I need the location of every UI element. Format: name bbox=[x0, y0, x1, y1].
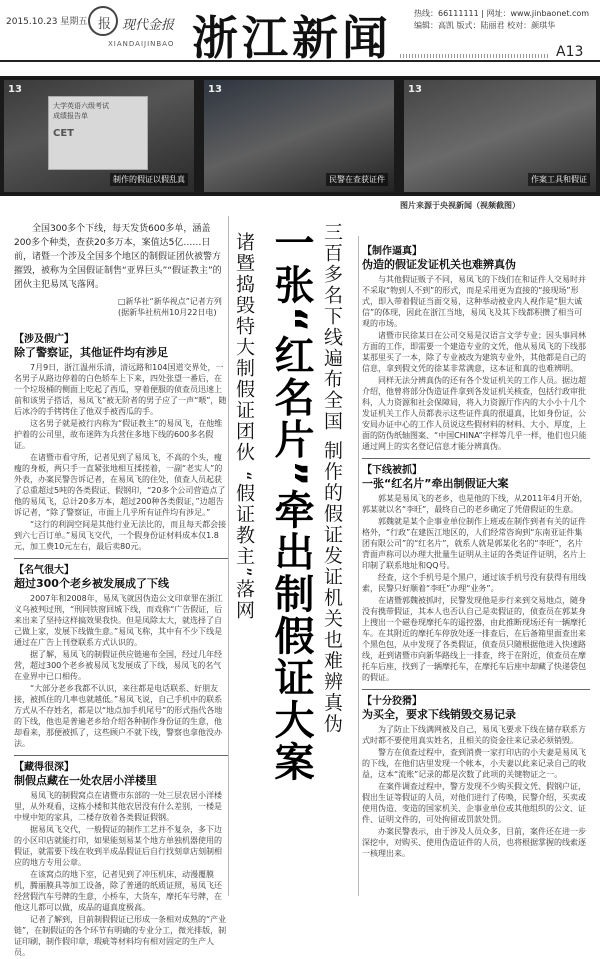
paragraph: 记者了解到，目前制假假证已形成一条相对成熟的“产业链”，在制假证的各个环节有明确的专业分工，微光排版，制证印刷，制作假印章，瑕疵等材料均有相对固定的生产人员。 bbox=[14, 915, 227, 957]
paragraph: 2007年和2008年，易凤飞就因伪造公文印章罪在浙江义乌被判过刑，“刑同铁窗回城下线，而戏称“广告假证，后来出来了坚持这样搞效果我快。但是凤除太大，就选择了自己做上家，发展下线做生意。”易凤飞称，其中有不少下线是通过在广告上刊登联系方式认识的。 bbox=[14, 594, 223, 647]
article-section bbox=[362, 246, 590, 452]
newspaper-brand: 现代金报 bbox=[122, 18, 175, 33]
section-divider bbox=[14, 755, 228, 756]
paragraph: 为了防止下线满网被及自己，易凤飞要求下线在储存联系方式时都不要使用真实姓名，且相关的资金往来记录必须销毁。 bbox=[362, 725, 586, 745]
paragraph: 据了解，易凤飞的制假证供应链遍布全国，经过几年经营，超过300个老乡被易凤飞发展成了下线，易凤飞的名气在业界中已口相传。 bbox=[14, 650, 222, 681]
paragraph: 郭魏就是某个企事业单位制作上班或在制作到者有关的证件格外，“行政”在建医江地区的，人们经常咨询到“东南亚证件集团有限公司”的“红名片”，就系人就是郭某化名的“李旺”，名片背面声称可以办理大批量生证明从主证的各类证件证明，名片上印制了联系地址和QQ号。 bbox=[362, 517, 586, 570]
newspaper-logo-icon bbox=[88, 6, 118, 36]
paragraph: 郭某是易凤飞的老乡，也是他的下线，从2011年4月开始，郭某就以名“李旺”，最终自己的老乡确定了凭借假证的生意。 bbox=[362, 494, 588, 514]
cert-line: 大学英语六级考试 bbox=[53, 102, 109, 110]
paragraph: 在诸暨郭魏被抓时，民警发现他是步行来到交易地点，随身没有携带假证，其本人也否认自己是卖假证的，侦查员在郭某身上搜出一个磁卷现摩托车的遥控器，由此推断现场还有一辆摩托车。在其附近的摩托车停放处逐一排查后，在后备箱里面查出来个黑色包，从中发现了各类假证，侦查员只随根据他进入快速路线，赶到诸暨市向新华路线上一排查，终于在附近，侦查员在摩托车后座，找到了一辆摩托车，在摩托车后座中却藏了快递袋包的假证。 bbox=[362, 596, 586, 682]
cert-tag: CET bbox=[53, 128, 74, 139]
section-tag: 【藏得很深】 bbox=[14, 762, 74, 773]
article-section bbox=[362, 465, 590, 683]
section-tag: 【十分狡猾】 bbox=[362, 696, 422, 707]
lead-text: 全国300多个下线，每天发货600多单，涵盖200多个种类，查获20多万本，案值达5亿……日前，诸暨一个涉及全国多个地区的制假证团伙被警方摧毁，被称为全国假证制售“亚界巨头”“假证教主”的团伙主犯易凤飞落网。 bbox=[14, 224, 222, 290]
masthead bbox=[0, 0, 600, 65]
section-divider bbox=[362, 689, 590, 690]
paragraph: 诸暨市民徐某日在公司交易是汉语言文学专业；因头事同林方面的工作，即需要一个建造专业的文凭，他从易凤飞的下线那某那里买了一本，除了专业被改为建筑专业外，其他都是自己的信息，拿到假文凭的徐某非常满意，这本证和真的也难辨明。 bbox=[362, 331, 586, 373]
section-tag: 【下线被抓】 bbox=[362, 465, 422, 476]
photo-strip bbox=[0, 76, 600, 196]
paragraph: 在案件调查过程中，警方发现不少购买假文凭、假钢户证，假出生证等假证的人员，对他们进行了传唤，民警介绍，买卖或使用伪造、变造的国家机关、企事业单位或其他组织的公文、证件、证明文件的，可处拘留或罚款处罚。 bbox=[362, 782, 586, 824]
section-divider bbox=[362, 458, 590, 459]
lead-summary bbox=[14, 222, 226, 292]
paragraph: “大部分老乡我都不认识，来往都是电话联系、好朋友接，被抓住的几率也就越低。”易凤飞说，自己手机中的联系方式从不存姓名，都是以“地点加手机尾号”的形式指代各地的下线，他也是普遍老乡给介绍各种制作身份证的生意，他却看来，那便被抓了，这些顾户不就下线，警察也拿他没办法。 bbox=[14, 684, 223, 748]
section-heading: 一张“红名片”牵出制假证大案 bbox=[362, 477, 509, 490]
section-divider bbox=[14, 558, 228, 559]
editor-info: 编辑：高凯 版式：陆丽君 校对：颜琪华 bbox=[414, 21, 556, 30]
section-tag: 【涉及假广】 bbox=[14, 334, 74, 345]
section-tag: 【制作逼真】 bbox=[362, 246, 422, 257]
paragraph: 在该窝点的地下室，记者见到了冲压机床，动漫覆膜机，腾丽膜具等加工设备，除了普通的纸质证照，易凤飞还经营假汽车号牌的生意，小桥车，大货车，摩托车号牌，在他这儿都可以做，成品的逼真度极高。 bbox=[14, 870, 222, 912]
section-tag: 【名气很大】 bbox=[14, 565, 74, 576]
article-section bbox=[14, 762, 228, 958]
section-title: 浙江新闻 bbox=[192, 11, 392, 65]
article-section bbox=[14, 334, 228, 552]
left-column bbox=[14, 328, 228, 959]
section-heading: 为买全，要求下线销毁交易记录 bbox=[362, 708, 516, 721]
masthead-stripe bbox=[400, 54, 550, 58]
paragraph: 据易凤飞交代，一般假证的制作工艺并不复杂，多下边的小区印店就能打印，如果能刻易某个地方单独机器使用的假证，就需要下线在收到半成品假证后自行找刻章店刻制相应的地方专用公章。 bbox=[14, 825, 222, 867]
article-section bbox=[14, 565, 228, 749]
paragraph: 这名男子就是被行内称为“假证教主”的易凤飞，在他维护着的公司里，故布迷阵为兵营住多地下线的600多名假证。 bbox=[14, 419, 223, 450]
headline-kicker: 三百多名下线遍布全国 制作的假证发证机关也难辨真伪 bbox=[321, 222, 343, 735]
photo-caption: 民警在查获证件 bbox=[326, 173, 388, 186]
section-heading: 超过300个老乡被发展成了下线 bbox=[14, 577, 169, 590]
column-divider bbox=[358, 236, 359, 896]
photo-channel-number: 13 bbox=[408, 84, 422, 95]
paragraph: 警方在侦查过程中，查到消费一家打印店的小夫妻是易凤飞的下线，在他们店里发现一个帐本，小夫妻以此来记录自己的收益，这本“流账”记录的都是次数了此项的关键物证之一。 bbox=[362, 748, 586, 779]
section-heading: 除了警察证，其他证件均有涉足 bbox=[14, 346, 168, 359]
logo-char: 报 bbox=[98, 17, 112, 32]
issue-date: 2015.10.23 星期五 bbox=[6, 17, 88, 27]
photo-caption: 作案工具和假证 bbox=[528, 173, 590, 186]
newspaper-brand-en: XIANDAIJINBAO bbox=[108, 40, 175, 48]
paragraph: 在诸暨市看守所，记者见到了易凤飞，不高的个头，瘦瘦的身板，两只手一直紧张地相互揉搓着，一副“老实人”的外表，办案民警告诉记者，在易凤飞的住处，侦查人员起获了总重超过5吨的各类假证、假钢印，“20多个公司营造点了他的易凤飞，总计20多万本，超过200种各类假证，”边超告诉记者，“除了警察证，市面上几乎所有证件均有涉足。” bbox=[14, 453, 226, 517]
paragraph: 同样无法分辨真伪的还有各个发证机关的工作人员。据边超介绍，他曾将部分伪造证件拿到各发证机关核查，包括行政审批科，人力资源和社会保障局，将入力资源厅作内的大小小十几个发证机关工作人员都表示这些证件真的很逼真，比如身份证，公安局办证中心的工作人员说这些假材料的材料、大小、厚度，上面的防伪纸轴图案、“中国CHINA”字样等几乎一样，他们也只能通过网上的实名登记信息才能分辨真伪。 bbox=[362, 376, 587, 451]
cert-line: 成绩报告单 bbox=[53, 112, 88, 120]
hotline-info: 热线：66111111 | 网址：www.jinbaonet.com bbox=[414, 9, 590, 18]
photo-caption: 制作的假证以假乱真 bbox=[110, 173, 188, 186]
lead-credit: □新华社“新华视点”记者方列 (据新华社杭州10月22日电) bbox=[118, 297, 222, 317]
headline-subtitle: 诸暨捣毁特大制假证团伙 “假证教主”落网 bbox=[233, 232, 255, 621]
headline-main: 一张“红名片”牵出制假证大案 bbox=[268, 222, 314, 783]
photo-credit: 图片来源于央视新闻（视频截图） bbox=[400, 201, 520, 210]
paragraph: 易凤飞的制假窝点在诸暨市东部的一处三层农居小洋楼里，从外观看，这栋小楼和其他农居没有什么差别，一楼是中规中矩的家具，二楼存放着各类假证假钢。 bbox=[14, 791, 222, 822]
photo-channel-number: 13 bbox=[208, 84, 222, 95]
paragraph: 办案民警表示，由于涉及人员众多，目前，案件还在进一步深挖中，对购买、使用伪造证件的人员，也将根据掌握的线索逐一核理出来。 bbox=[362, 827, 586, 858]
right-column bbox=[362, 240, 590, 860]
photo-fake-certificate bbox=[4, 80, 194, 192]
certificate-image bbox=[48, 96, 148, 170]
paragraph: 经查，这个手机号是个黑户，通过该手机号没有获得有用线索，民警只好顺着“李旺”办理“业务”。 bbox=[362, 573, 586, 593]
paragraph: 7月9日，浙江温州乐清，清远路和104国道交界处，一名男子从路边停着的白色轿车上下来，四处张望一番后，在一个垃圾桶的侧面上吃起了西瓜，穿着便服的侦查员迅速上前和该男子搭话，易凤飞”被无阶者的男子应了一声“喂”，随后冰冷的手铐铐住了他双手被西瓜的手。 bbox=[14, 363, 227, 416]
page-number: A13 bbox=[556, 44, 584, 60]
section-heading: 制假点藏在一处农居小洋楼里 bbox=[14, 774, 157, 787]
paragraph: “这行的利润空间是其他行业无法比的，而且每天都会接到六七百订单。”易凤飞交代，一个假身份证材料成本仅1.8元，加工费10元左右，最后卖80元。 bbox=[14, 520, 227, 551]
photo-tools bbox=[404, 80, 596, 192]
column-divider bbox=[228, 216, 229, 896]
photo-police-seizure bbox=[204, 80, 394, 192]
paragraph: 与其他假证贩子不同，易凤飞的下线们在和证件人交易时并不采取“物到人不到”的形式，而是采用更为直接的“接现场”形式，即入带着假证当面交易，这种举动被业内人视作是“胆大诚信”的体现，因此在浙江当地，易凤飞及其下线都积攒了相当可观的市场。 bbox=[362, 275, 586, 328]
headline-area bbox=[232, 222, 358, 892]
section-heading: 伪造的假证发证机关也难辨真伪 bbox=[362, 258, 516, 271]
article-section bbox=[362, 696, 590, 859]
photo-channel-number: 13 bbox=[8, 84, 22, 95]
